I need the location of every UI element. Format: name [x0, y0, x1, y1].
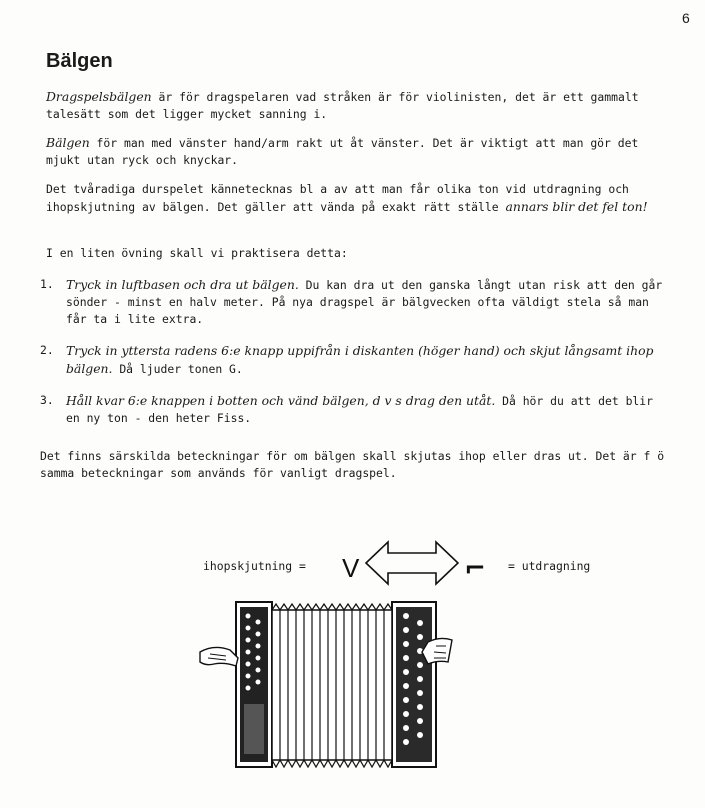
list-item: [40, 392, 665, 427]
left-hand-icon: [200, 647, 238, 666]
list-item-number: 2.: [40, 343, 54, 357]
push-label: ihopskjutning =: [203, 559, 306, 573]
exercise-list: [40, 276, 665, 427]
pull-symbol: ⌐: [464, 554, 486, 584]
paragraph-notation: Det finns särskilda beteckningar för om bälgen skall skjutas ihop eller dras ut. Det är f ö samma beteckningar som används för vanligt dragspel.: [40, 449, 665, 480]
paragraph-bellows: [46, 134, 666, 169]
paragraph-two-row-text: Det tvåradiga durspelet kännetecknas bl a av att man får olika ton vid utdragning och ihopskjutning av bälgen. Det gäller att vända på exakt rätt ställe: [46, 182, 629, 214]
list-item-text: Du kan dra ut den ganska långt utan risk att den går sönder - minst en halv meter. På nya dragspel är bälgvecken ofta väldigt stela så man får ta i lite extra.: [66, 278, 663, 326]
list-item-italic: Tryck in luftbasen och dra ut bälgen.: [66, 277, 299, 292]
list-item: [40, 276, 665, 328]
paragraph-intro-text: är för dragspelaren vad stråken är för violinisten, det är ett gammalt talesätt som det ligger mycket sanning i.: [46, 90, 639, 121]
paragraph-bellows-text: för man med vänster hand/arm rakt ut åt vänster. Det är viktigt att man gör det mjukt utan ryck och knyckar.: [46, 136, 639, 167]
page-heading: Bälgen: [46, 50, 113, 72]
paragraph-intro-italic: Dragspelsbälgen: [46, 89, 152, 104]
accordion-illustration: [196, 592, 456, 778]
page-number: 6: [682, 10, 690, 26]
bellows-direction-diagram: [340, 537, 490, 587]
pull-label: = utdragning: [508, 559, 591, 573]
list-item-number: 3.: [40, 393, 54, 407]
list-item-text: Då ljuder tonen G.: [112, 362, 243, 376]
paragraph-two-row-italic: annars blir det fel ton!: [505, 199, 648, 214]
push-symbol: V: [342, 553, 360, 583]
paragraph-intro: [46, 88, 666, 123]
list-item-number: 1.: [40, 277, 54, 291]
paragraph-two-row: [46, 181, 666, 216]
list-item-italic: Håll kvar 6:e knappen i botten och vänd bälgen, d v s drag den utåt.: [66, 393, 496, 408]
double-arrow-icon: [366, 542, 458, 584]
paragraph-bellows-italic: Bälgen: [46, 135, 90, 150]
list-item: [40, 342, 665, 378]
paragraph-exercise-intro: I en liten övning skall vi praktisera detta:: [46, 246, 348, 260]
list-item-text: Då hör du att det blir en ny ton - den heter Fiss.: [66, 394, 653, 425]
list-item-italic: Tryck in yttersta radens 6:e knapp uppifrån i diskanten (höger hand) och skjut långsamt ihop bälgen.: [66, 343, 654, 376]
